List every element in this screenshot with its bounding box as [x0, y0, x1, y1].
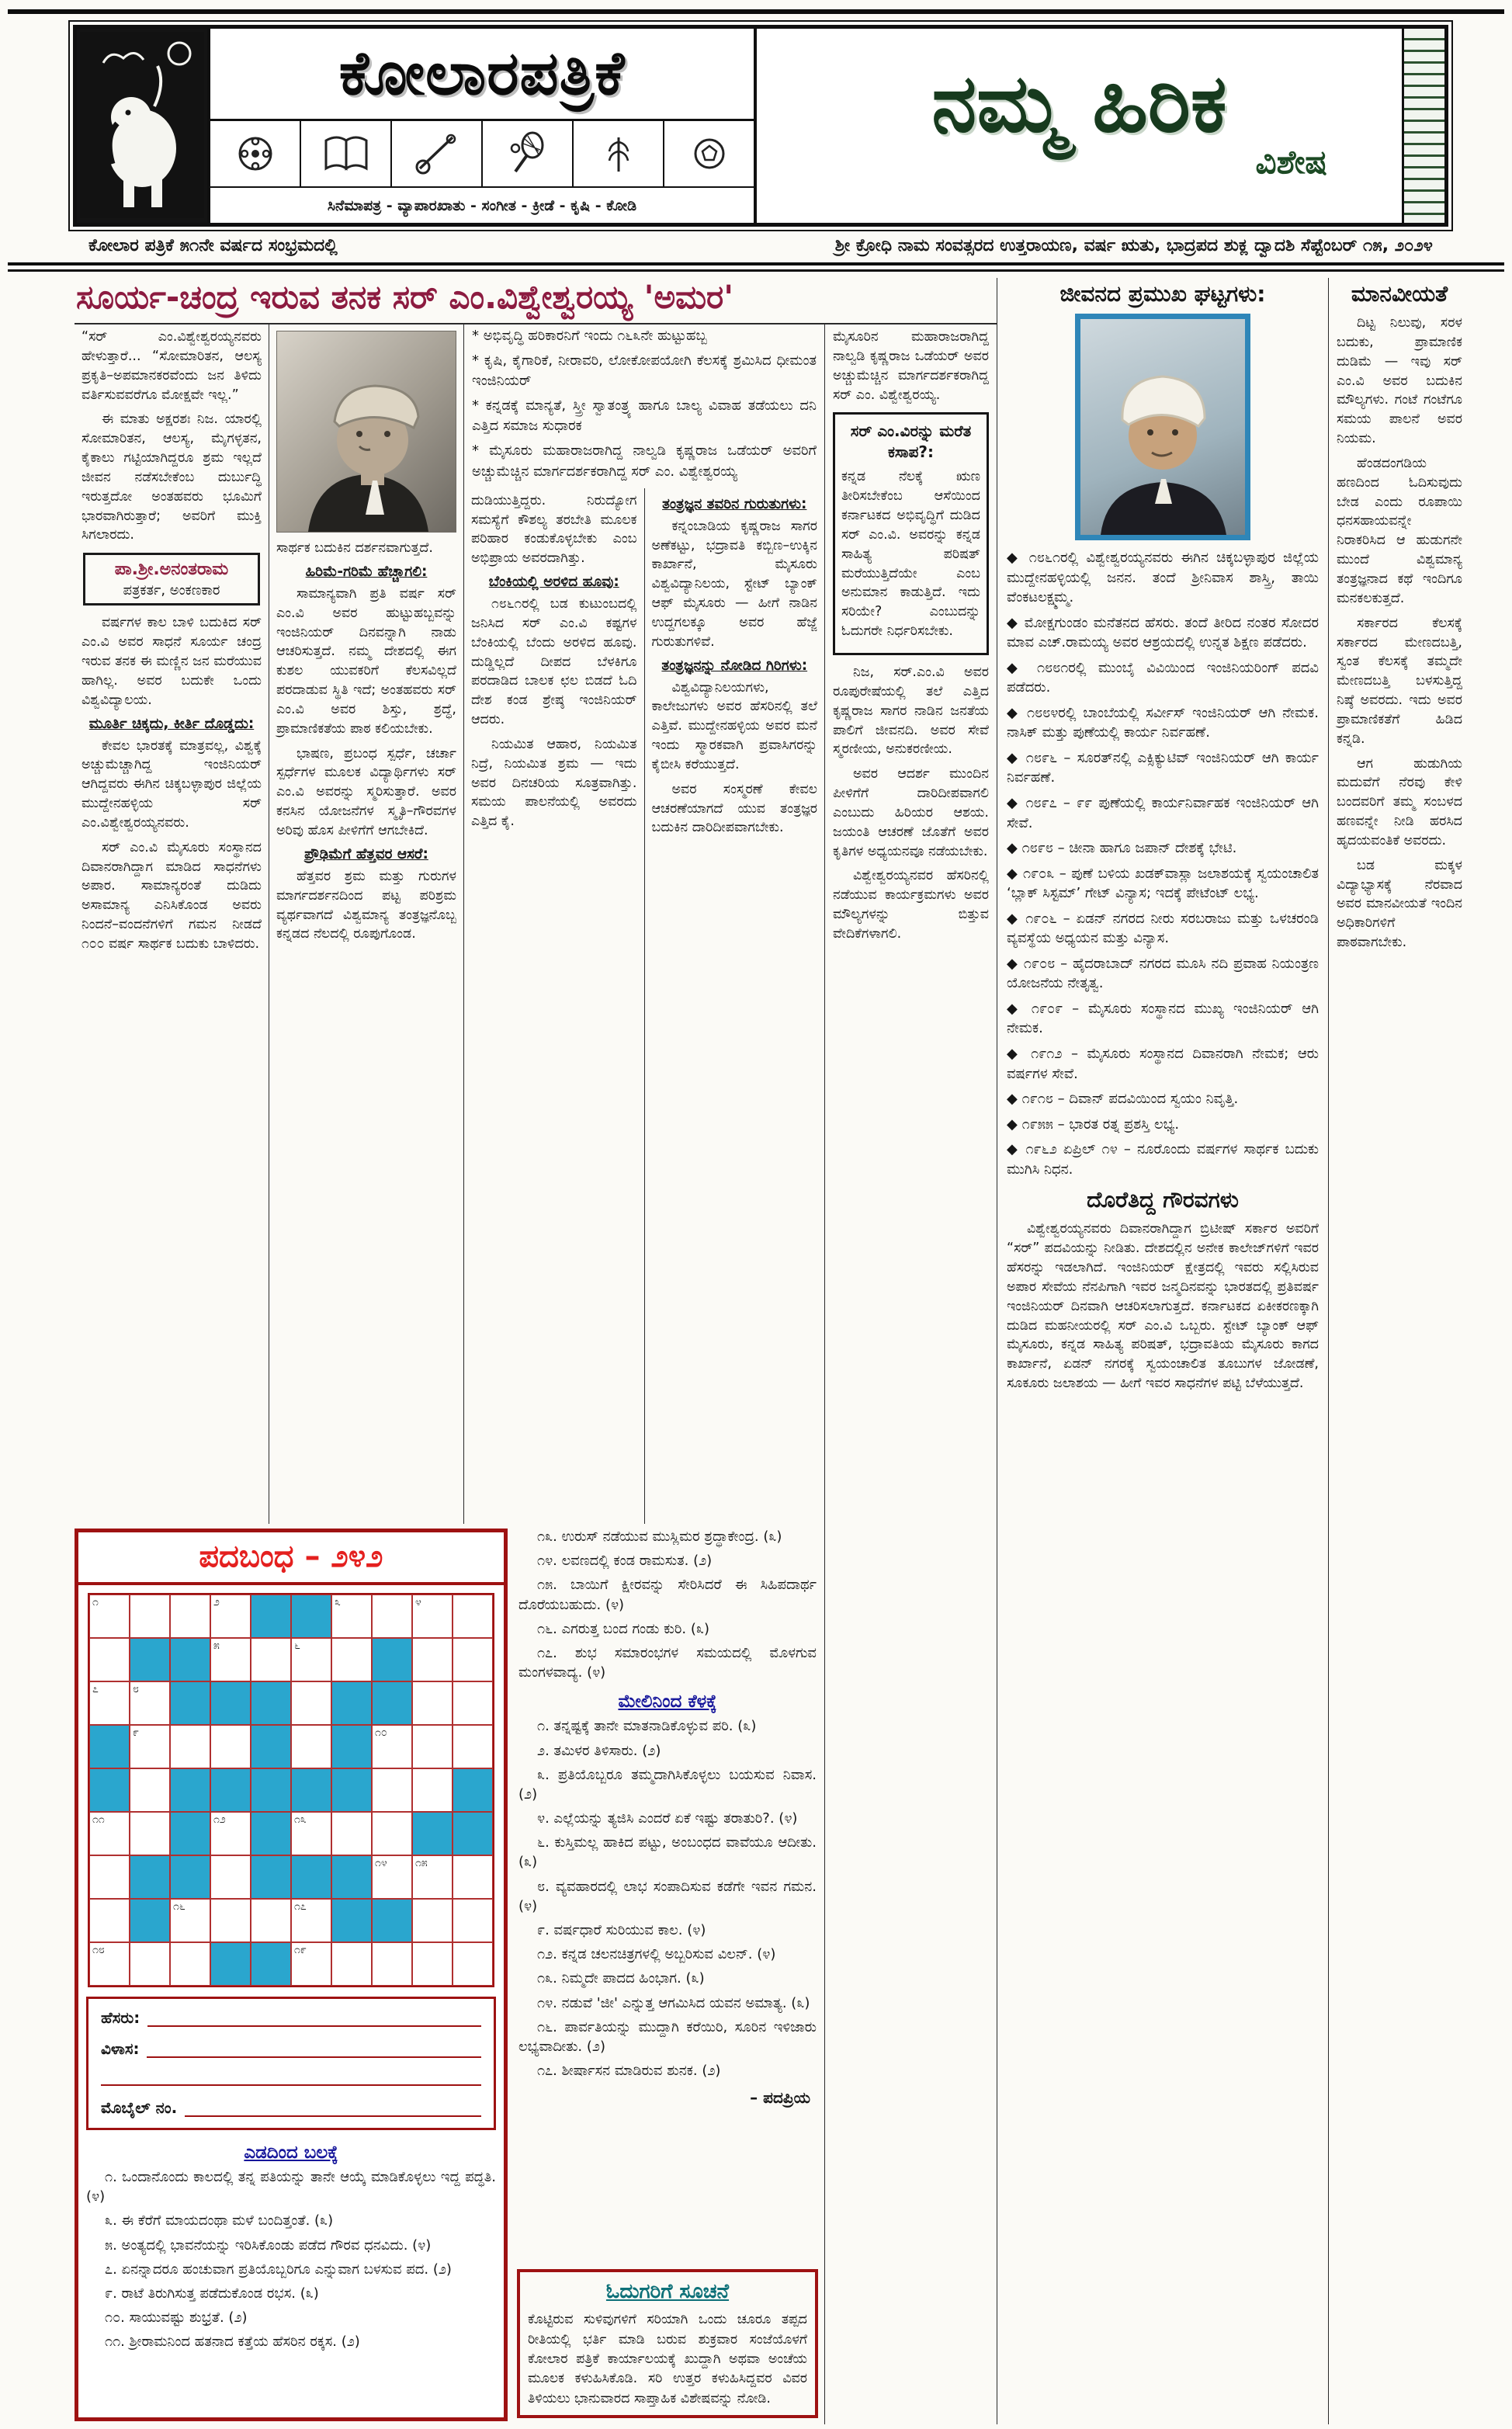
paragraph: ಅವರ ಸಂಸ್ಮರಣೆ ಕೇವಲ ಆಚರಣೆಯಾಗದೆ ಯುವ ತಂತ್ರಜ್ಞರ ಬದುಕಿನ ದಾರಿದೀಪವಾಗಬೇಕು.: [651, 781, 817, 836]
crossword-cell-number: ೫: [213, 1640, 220, 1652]
crossword-cell[interactable]: [130, 1855, 170, 1899]
masthead-ornament-strip: [1402, 29, 1444, 223]
crossword-cell[interactable]: [453, 1725, 493, 1768]
across-clues: [78, 2167, 504, 2357]
crossword-cell[interactable]: [210, 1899, 251, 1942]
milestone-item: ◆ ೧೯೦೮ – ಹೈದರಾಬಾದ್ ನಗರದ ಮೂಸಿ ನದಿ ಪ್ರವಾಹ ನಿಯಂತ್ರಣ ಯೋಜನೆಯ ನೇತೃತ್ವ.: [1007, 955, 1319, 992]
humanity-column: [1328, 278, 1470, 2424]
crossword-cell[interactable]: [251, 1942, 291, 1986]
clue-item: ೧೩. ಉರುಸ್ ನಡೆಯುವ ಮುಸ್ಲಿಮರ ಶ್ರದ್ಧಾಕೇಂದ್ರ. (೩): [537, 1529, 782, 1545]
crossword-cell[interactable]: [412, 1594, 453, 1638]
article-columns-3-4: [463, 324, 824, 1524]
crossword-cell-number: ೨: [213, 1596, 220, 1608]
clue-item: ೧೬. ಎಗರುತ್ತ ಬಂದ ಗಂಡು ಕುರಿ. (೩): [537, 1620, 709, 1637]
paragraph: ಈ ಮಾತು ಅಕ್ಷರಶಃ ನಿಜ. ಯಾರಲ್ಲಿ ಸೋಮಾರಿತನ, ಆಲಸ್ಯ, ಮೈಗಳ್ಳತನ, ಕೈಕಾಲು ಗಟ್ಟಿಯಾಗಿದ್ದರೂ ಶ್ರಮ ಇಲ್ಲದೆ ಜೀವನ ನಡೆಸಬೇಕೆಂಬ ದುರ್ಬುದ್ಧಿ ಇರುತ್ತದೋ ಅಂತಹವರು ಭೂಮಿಗೆ ಭಾರವಾಗಿರುತ್ತಾರೆ; ಅವರಿಗೆ ಮುಕ್ತಿ ಸಿಗಲಾರದು.: [81, 411, 262, 543]
crossword-cell[interactable]: [210, 1594, 251, 1638]
honors-heading: ದೊರೆತಿದ್ದ ಗೌರವಗಳು: [1087, 1187, 1239, 1213]
crossword-cell[interactable]: [210, 1725, 251, 1768]
paragraph: ದುಡಿಯುತ್ತಿದ್ದರು. ನಿರುದ್ಯೋಗ ಸಮಸ್ಯೆಗೆ ಕೌಶಲ್ಯ ತರಬೇತಿ ಮೂಲಕ ಪರಿಹಾರ ಕಂಡುಕೊಳ್ಳಬೇಕು ಎಂಬ ಅಭಿಪ್ರಾಯ ಅವರದಾಗಿತ್ತು.: [471, 492, 637, 567]
subheading: ತಂತ್ರಜ್ಞನನ್ನು ನೋಡಿದ ಗಿರಿಗಳು:: [661, 657, 808, 674]
crossword-cell[interactable]: [331, 1812, 372, 1855]
crossword-cell[interactable]: [291, 1899, 331, 1942]
crossword-cell[interactable]: [331, 1899, 372, 1942]
crossword-cell-number: ೧೦: [375, 1726, 387, 1739]
wheat-crop-icon: [574, 121, 664, 186]
clue-item: ೧೭. ಶುಭ ಸಮಾರಂಭಗಳ ಸಮಯದಲ್ಲಿ ಮೊಳಗುವ ಮಂಗಳವಾದ್ಯ. (೪): [518, 1644, 817, 1681]
edition-note: ಕೋಲಾರ ಪತ್ರಿಕೆ ೫೧ನೇ ವರ್ಷದ ಸಂಭ್ರಮದಲ್ಲಿ: [88, 235, 338, 255]
article-column-5: [824, 324, 997, 2424]
milestone-item: ◆ ೧೯೫೫ – ಭಾರತ ರತ್ನ ಪ್ರಶಸ್ತಿ ಲಭ್ಯ.: [1007, 1116, 1180, 1133]
crossword-cell[interactable]: [170, 1855, 210, 1899]
paragraph: ನಿಜ, ಸರ್.ಎಂ.ವಿ ಅವರ ರೂಪುರೇಷೆಯಲ್ಲಿ ತಲೆ ಎತ್ತಿದ ಕೃಷ್ಣರಾಜ ಸಾಗರ ನಾಡಿನ ಜನತೆಯ ಪಾಲಿಗೆ ಜೀವನದಿ. ಅವರ ಸೇವೆ ಸ್ಮರಣೀಯ, ಅನುಕರಣೀಯ.: [833, 664, 989, 758]
milestone-item: ◆ ೧೮೯೮ – ಚೀನಾ ಹಾಗೂ ಜಪಾನ್ ದೇಶಕ್ಕೆ ಭೇಟಿ.: [1007, 840, 1237, 857]
turban-portrait-illustration: [1080, 319, 1245, 535]
clue-item: ೧೪. ಲವಣದಲ್ಲಿ ಕಂಡ ರಾಮಸುತ. (೨): [537, 1553, 713, 1570]
mobile-input-line[interactable]: [185, 2101, 481, 2117]
paragraph: ಅವರ ಆದರ್ಶ ಮುಂದಿನ ಪೀಳಿಗೆಗೆ ದಾರಿದೀಪವಾಗಲಿ ಎಂಬುದು ಹಿರಿಯರ ಆಶಯ. ಜಯಂತಿ ಆಚರಣೆ ಜೊತೆಗೆ ಅವರ ಕೃತಿಗಳ ಅಧ್ಯಯನವೂ ನಡೆಯಬೇಕು.: [833, 766, 989, 859]
crossword-cell[interactable]: [291, 1942, 331, 1986]
paragraph: ಮೈಸೂರಿನ ಮಹಾರಾಜರಾಗಿದ್ದ ನಾಲ್ವಡಿ ಕೃಷ್ಣರಾಜ ಒಡೆಯರ್ ಅವರ ಅಚ್ಚುಮೆಚ್ಚಿನ ಮಾರ್ಗದರ್ಶಕರಾಗಿದ್ದ ಸರ್ ಎಂ. ವಿಶ್ವೇಶ್ವರಯ್ಯ.: [833, 329, 989, 403]
crossword-cell-number: ೧೬: [173, 1900, 186, 1913]
clue-item: ೬. ಕುಸ್ತಿಮಲ್ಲ ಹಾಕಿದ ಪಟ್ಟು, ಅಂಬಂಧದ ವಾವೆಯೂ ಆದೀತು. (೩): [518, 1834, 817, 1871]
crossword-cell[interactable]: [453, 1594, 493, 1638]
highlight-bullet: * ಮೈಸೂರು ಮಹಾರಾಜರಾಗಿದ್ದ ನಾಲ್ವಡಿ ಕೃಷ್ಣರಾಜ ಒಡೆಯರ್ ಅವರಿಗೆ ಅಚ್ಚುಮೆಚ್ಚಿನ ಮಾರ್ಗದರ್ಶಕರಾಗಿದ್ದ ಸರ್ ಎಂ. ವಿಶ್ವೇಶ್ವರಯ್ಯ: [472, 442, 817, 480]
subheading: ಪ್ರೌಢಿಮೆಗೆ ಹೆತ್ತವರ ಆಸರೆ:: [304, 845, 428, 862]
crossword-cell[interactable]: [372, 1681, 412, 1725]
crossword-cell[interactable]: [372, 1725, 412, 1768]
crossword-cell[interactable]: [89, 1855, 130, 1899]
kasapa-box: [833, 412, 989, 655]
entry-form: [86, 1997, 496, 2130]
clue-item: ೧. ತನ್ನಷ್ಟಕ್ಕೆ ತಾನೇ ಮಾತನಾಡಿಕೊಳ್ಳುವ ಪರಿ. (೩): [537, 1718, 757, 1735]
milestone-item: ◆ ೧೯೦೬ – ಏಡನ್ ನಗರದ ನೀರು ಸರಬರಾಜು ಮತ್ತು ಒಳಚರಂಡಿ ವ್ಯವಸ್ಥೆಯ ಅಧ್ಯಯನ ಮತ್ತು ವಿನ್ಯಾಸ.: [1007, 910, 1319, 947]
milestones-column: [997, 278, 1328, 2424]
paragraph: ಹೆಂಡದಂಗಡಿಯ ಹಣದಿಂದ ಓದಿಸುವುದು ಬೇಡ ಎಂದು ರೂಪಾಯಿ ಧನಸಹಾಯವನ್ನೇ ನಿರಾಕರಿಸಿದ ಆ ಹುಡುಗನೇ ಮುಂದೆ ವಿಶ್ವಮಾನ್ಯ ತಂತ್ರಜ್ಞನಾದ ಕಥೆ ಇಂದಿಗೂ ಮನಕಲಕುತ್ತದೆ.: [1337, 455, 1462, 606]
humanity-body: [1337, 314, 1462, 953]
across-clues-continued: [517, 1527, 818, 1687]
clue-item: ೩. ಈ ಕೆರೆಗೆ ಮಾಯದಂಥಾ ಮಳೆ ಬಂದಿತ್ತಂತೆ. (೩): [105, 2212, 334, 2229]
crossword-cell[interactable]: [251, 1594, 291, 1638]
highlight-bullet: * ಕೃಷಿ, ಕೈಗಾರಿಕೆ, ನೀರಾವರಿ, ಲೋಕೋಪಯೋಗಿ ಕೆಲಸಕ್ಕೆ ಶ್ರಮಿಸಿದ ಧೀಮಂತ ಇಂಜಿನಿಯರ್: [472, 352, 817, 390]
crossword-cell[interactable]: [130, 1899, 170, 1942]
crossword-cell[interactable]: [412, 1855, 453, 1899]
crossword-cell-number: ೭: [92, 1683, 99, 1695]
crossword-cell[interactable]: [412, 1899, 453, 1942]
crossword-cell[interactable]: [251, 1725, 291, 1768]
paragraph: ಕೇವಲ ಭಾರತಕ್ಕೆ ಮಾತ್ರವಲ್ಲ, ವಿಶ್ವಕ್ಕೆ ಅಚ್ಚುಮೆಚ್ಚಾಗಿದ್ದ ಇಂಜಿನಿಯರ್ ಆಗಿದ್ದವರು ಈಗಿನ ಚಿಕ್ಕಬಳ್ಳಾಪುರ ಜಿಲ್ಲೆಯ ಮುದ್ದೇನಹಳ್ಳಿಯ ಸರ್ ಎಂ.ವಿಶ್ವೇಶ್ವರಯ್ಯನವರು.: [81, 737, 262, 831]
crossword-cell-number: ೮: [133, 1683, 139, 1695]
milestone-item: ◆ ಮೋಕ್ಷಗುಂಡಂ ಮನೆತನದ ಹೆಸರು. ತಂದೆ ತೀರಿದ ನಂತರ ಸೋದರ ಮಾವ ಎಚ್.ರಾಮಯ್ಯ ಅವರ ಆಶ್ರಯದಲ್ಲಿ ಉನ್ನತ ಶಿಕ್ಷಣ ಪಡೆದರು.: [1007, 614, 1319, 651]
paragraph: ಸಾರ್ಥಕ ಬದುಕಿನ ದರ್ಶನವಾಗುತ್ತದೆ.: [276, 540, 433, 556]
paragraph: ಸಾಮಾನ್ಯವಾಗಿ ಪ್ರತಿ ವರ್ಷ ಸರ್ ಎಂ.ವಿ ಅವರ ಹುಟ್ಟುಹಬ್ಬವನ್ನು ಇಂಜಿನಿಯರ್ ದಿನವನ್ನಾಗಿ ನಾಡು ಆಚರಿಸುತ್ತದೆ. ನಮ್ಮ ದೇಶದಲ್ಲಿ ಈಗ ಕುಶಲ ಯುವಕರಿಗೆ ಕೆಲಸವಿಲ್ಲದೆ ಪರದಾಡುವ ಸ್ಥಿತಿ ಇದೆ; ಅಂತಹವರು ಸರ್ ಎಂ.ವಿ ಅವರ ಶಿಸ್ತು, ಶ್ರದ್ಧೆ, ಪ್ರಾಮಾಣಿಕತೆಯ ಪಾಠ ಕಲಿಯಬೇಕು.: [276, 585, 456, 737]
crossword-cell[interactable]: [251, 1681, 291, 1725]
page-content: [75, 278, 1470, 2424]
crossword-cell[interactable]: [453, 1855, 493, 1899]
crossword-cell[interactable]: [130, 1594, 170, 1638]
crossword-cell[interactable]: [372, 1899, 412, 1942]
puzzle-setter-signature: – ಪದಪ್ರಿಯ: [750, 2088, 810, 2108]
notice-heading: ಓದುಗರಿಗೆ ಸೂಚನೆ: [605, 2280, 730, 2304]
clues-column: [511, 1524, 824, 2424]
clue-item: ೯. ರಾಟೆ ತಿರುಗಿಸುತ್ತ ಪಡೆದುಕೊಂಡ ರಭಸ. (೩): [105, 2285, 319, 2302]
puzzle-section: [75, 1524, 824, 2424]
kasapa-box-body: ಕನ್ನಡ ನೆಲಕ್ಕೆ ಋಣ ತೀರಿಸಬೇಕೆಂಬ ಆಸೆಯಿಂದ ಕರ್ನಾಟಕದ ಅಭಿವೃದ್ಧಿಗೆ ದುಡಿದ ಸರ್ ಎಂ.ವಿ. ಅವರನ್ನು ಕನ್ನಡ ಸಾಹಿತ್ಯ ಪರಿಷತ್ ಮರೆಯುತ್ತಿದೆಯೇ ಎಂಬ ಅನುಮಾನ ಕಾಡುತ್ತಿದೆ. ಇದು ಸರಿಯೇ? ಎಂಬುದನ್ನು ಓದುಗರೇ ನಿರ್ಧರಿಸಬೇಕು.: [841, 469, 980, 640]
crossword-cell[interactable]: [170, 1638, 210, 1681]
crossword-cell-number: ೧೭: [294, 1900, 307, 1913]
paragraph: ಸರ್ಕಾರದ ಕೆಲಸಕ್ಕೆ ಸರ್ಕಾರದ ಮೇಣದಬತ್ತಿ, ಸ್ವಂತ ಕೆಲಸಕ್ಕೆ ತಮ್ಮದೇ ಮೇಣದಬತ್ತಿ ಬಳಸುತ್ತಿದ್ದ ನಿಷ್ಠೆ ಅವರದು. ಇದು ಅವರ ಪ್ರಾಮಾಣಿಕತೆಗೆ ಹಿಡಿದ ಕನ್ನಡಿ.: [1337, 615, 1462, 747]
crossword-cell[interactable]: [453, 1899, 493, 1942]
tennis-racket-icon: [483, 121, 574, 186]
crossword-cell[interactable]: [210, 1638, 251, 1681]
crossword-cell-number: ೯: [133, 1726, 139, 1739]
crossword-cell[interactable]: [331, 1768, 372, 1812]
crossword-cell[interactable]: [412, 1725, 453, 1768]
address-input-line-2[interactable]: [101, 2070, 481, 2086]
clue-item: ೨. ತಮಿಳರ ತಿಳಿಸಾರು. (೨): [537, 1742, 661, 1759]
paragraph: ವರ್ಷಗಳ ಕಾಲ ಬಾಳಿ ಬದುಕಿದ ಸರ್ ಎಂ.ವಿ ಅವರ ಸಾಧನೆ ಸೂರ್ಯ ಚಂದ್ರ ಇರುವ ತನಕ ಈ ಮಣ್ಣಿನ ಜನ ಮರೆಯುವ ಹಾಗಿಲ್ಲ. ಅವರ ಬದುಕೇ ಒಂದು ವಿಶ್ವವಿದ್ಯಾಲಯ.: [81, 615, 262, 708]
crossword-cell[interactable]: [170, 1594, 210, 1638]
crossword-cell[interactable]: [210, 1768, 251, 1812]
crossword-cell-number: ೧೧: [92, 1813, 105, 1826]
address-input-line[interactable]: [147, 2042, 481, 2058]
clue-item: ೮. ವ್ಯವಹಾರದಲ್ಲಿ ಲಾಭ ಸಂಪಾದಿಸುವ ಕಡೆಗೇ ಇವನ ಗಮನ. (೪): [518, 1878, 817, 1914]
lead-quote: “ಸರ್ ಎಂ.ವಿಶ್ವೇಶ್ವರಯ್ಯನವರು ಹೇಳುತ್ತಾರೆ... “ಸೋಮಾರಿತನ, ಆಲಸ್ಯ ಪ್ರಕೃತಿ–ಅಪಮಾನಕರವೆಂದು ಜನ ತಿಳಿದು ವರ್ತಿಸುವವರೆಗೂ ಮೋಕ್ಷವೇ ಇಲ್ಲ.”: [81, 329, 262, 403]
crossword-cell[interactable]: [251, 1638, 291, 1681]
crossword-cell[interactable]: [291, 1681, 331, 1725]
crossword-cell[interactable]: [372, 1768, 412, 1812]
clue-item: ೧೧. ಶ್ರೀರಾಮನಿಂದ ಹತನಾದ ಕತ್ತೆಯ ಹೆಸರಿನ ರಕ್ಕಸ. (೨): [105, 2334, 360, 2351]
highlight-bullets: [464, 324, 824, 488]
highlight-bullet: * ಅಭಿವೃದ್ಧಿ ಹರಿಕಾರನಿಗೆ ಇಂದು ೧೬೩ನೇ ಹುಟ್ಟುಹಬ್ಬ: [472, 328, 707, 344]
milestone-item: ◆ ೧೮೬೧ರಲ್ಲಿ ವಿಶ್ವೇಶ್ವರಯ್ಯನವರು ಈಗಿನ ಚಿಕ್ಕಬಳ್ಳಾಪುರ ಜಿಲ್ಲೆಯ ಮುದ್ದೇನಹಳ್ಳಿಯಲ್ಲಿ ಜನನ. ತಂದೆ ಶ್ರೀನಿವಾಸ ಶಾಸ್ತ್ರಿ, ತಾಯಿ ವೆಂಕಟಲಕ್ಷ್ಮಮ್ಮ.: [1007, 550, 1319, 606]
crossword-cell[interactable]: [372, 1942, 412, 1986]
milestone-item: ◆ ೧೯೧೮ – ದಿವಾನ್ ಪದವಿಯಿಂದ ಸ್ವಯಂ ನಿವೃತ್ತಿ.: [1007, 1091, 1239, 1108]
paragraph: ನಿಯಮಿತ ಆಹಾರ, ನಿಯಮಿತ ನಿದ್ರೆ, ನಿಯಮಿತ ಶ್ರಮ — ಇದು ಅವರ ದಿನಚರಿಯ ಸೂತ್ರವಾಗಿತ್ತು. ಸಮಯ ಪಾಲನೆಯಲ್ಲಿ ಅವರದು ಎತ್ತಿದ ಕೈ.: [471, 736, 637, 830]
paragraph: ವಿಶ್ವೇಶ್ವರಯ್ಯನವರ ಹೆಸರಿನಲ್ಲಿ ನಡೆಯುವ ಕಾರ್ಯಕ್ರಮಗಳು ಅವರ ಮೌಲ್ಯಗಳನ್ನು ಬಿತ್ತುವ ವೇದಿಕೆಗಳಾಗಲಿ.: [833, 868, 989, 942]
portrait-illustration: [277, 331, 456, 532]
crossword-cell[interactable]: [291, 1812, 331, 1855]
author-name: ಪಾ.ಶ್ರೀ.ಅನಂತರಾಮ: [114, 560, 229, 580]
crossword-cell[interactable]: [89, 1638, 130, 1681]
crossword-cell-number: ೧: [92, 1596, 99, 1608]
clue-item: ೧೬. ಪಾರ್ವತಿಯನ್ನು ಮುದ್ದಾಗಿ ಕರೆಯಿರಿ, ಸೂರಿನ ಇಳಿಜಾರು ಲಭ್ಯವಾದೀತು. (೨): [518, 2018, 817, 2055]
crossword-cell[interactable]: [331, 1594, 372, 1638]
paragraph: ಆಗ ಹುಡುಗಿಯ ಮದುವೆಗೆ ನೆರವು ಕೇಳಿ ಬಂದವರಿಗೆ ತಮ್ಮ ಸಂಬಳದ ಹಣವನ್ನೇ ನೀಡಿ ಹರಸಿದ ಹೃದಯವಂತಿಕೆ ಅವರದು.: [1337, 755, 1462, 848]
film-reel-icon: [210, 121, 301, 186]
main-article: [75, 278, 997, 2424]
paragraph: ಹೆತ್ತವರ ಶ್ರಮ ಮತ್ತು ಗುರುಗಳ ಮಾರ್ಗದರ್ಶನದಿಂದ ಪಟ್ಟ ಪರಿಶ್ರಮ ವ್ಯರ್ಥವಾಗದೆ ವಿಶ್ವಮಾನ್ಯ ತಂತ್ರಜ್ಞನೊಬ್ಬ ಕನ್ನಡದ ನೆಲದಲ್ಲಿ ರೂಪುಗೊಂಡ.: [276, 868, 456, 942]
subheading: ಬೆಂಕಿಯಲ್ಲಿ ಅರಳಿದ ಹೂವು:: [488, 574, 619, 591]
crossword-cell[interactable]: [170, 1725, 210, 1768]
masthead-center: [210, 29, 757, 223]
author-role: ಪತ್ರಕರ್ತ, ಅಂಕಣಕಾರ: [123, 582, 220, 599]
crossword-cell-number: ೧೯: [294, 1944, 307, 1956]
crossword-cell[interactable]: [372, 1594, 412, 1638]
crossword-cell[interactable]: [251, 1768, 291, 1812]
crossword-cell[interactable]: [251, 1899, 291, 1942]
masthead-special: [757, 29, 1402, 223]
crossword-cell[interactable]: [170, 1681, 210, 1725]
clue-item: ೧೭. ಶೀರ್ಷಾಸನ ಮಾಡಿರುವ ಶುನಕ. (೨): [537, 2063, 721, 2080]
crossword-cell[interactable]: [210, 1942, 251, 1986]
masthead: [73, 25, 1448, 227]
milestone-item: ◆ ೧೯೦೩ – ಪುಣೆ ಬಳಿಯ ಖಡಕ್‌ವಾಸ್ಲಾ ಜಲಾಶಯಕ್ಕೆ ಸ್ವಯಂಚಾಲಿತ ‘ಬ್ಲಾಕ್ ಸಿಸ್ಟಮ್’ ಗೇಟ್ ವಿನ್ಯಾಸ; ಇದಕ್ಕೆ ಪೇಟೆಂಟ್ ಲಭ್ಯ.: [1007, 865, 1319, 902]
crossword-grid: [88, 1593, 494, 1987]
author-box: [83, 553, 260, 606]
paragraph: ಬಡ ಮಕ್ಕಳ ವಿದ್ಯಾಭ್ಯಾಸಕ್ಕೆ ನೆರವಾದ ಅವರ ಮಾನವೀಯತೆ ಇಂದಿನ ಅಧಿಕಾರಿಗಳಿಗೆ ಪಾಠವಾಗಬೇಕು.: [1337, 857, 1462, 951]
name-input-line[interactable]: [147, 2011, 481, 2027]
crossword-cell-number: ೧೫: [415, 1857, 428, 1869]
crossword-cell[interactable]: [412, 1942, 453, 1986]
crossword-cell-number: ೬: [294, 1640, 300, 1652]
address-label: ವಿಳಾಸ:: [101, 2039, 140, 2058]
crossword-cell[interactable]: [331, 1725, 372, 1768]
subheading: ಹಿರಿಮೆ-ಗರಿಮೆ ಹೆಚ್ಚಾಗಲಿ:: [305, 563, 428, 580]
crossword-cell[interactable]: [453, 1681, 493, 1725]
crossword-cell[interactable]: [130, 1681, 170, 1725]
crossword-cell[interactable]: [291, 1594, 331, 1638]
crossword-cell[interactable]: [453, 1812, 493, 1855]
date-row: [73, 231, 1448, 259]
crossword-cell-number: ೧೪: [375, 1857, 387, 1869]
crossword-cell[interactable]: [331, 1681, 372, 1725]
milestone-item: ◆ ೧೮೯೬ – ಸೂರತ್‌ನಲ್ಲಿ ಎಕ್ಸಿಕ್ಯುಟಿವ್ ಇಂಜಿನಿಯರ್ ಆಗಿ ಕಾರ್ಯ ನಿರ್ವಹಣೆ.: [1007, 749, 1319, 786]
address-extra-row: [101, 2070, 481, 2086]
crossword-cell[interactable]: [331, 1638, 372, 1681]
down-heading: ಮೇಲಿನಿಂದ ಕೆಳಕ್ಕೆ: [618, 1692, 717, 1712]
crossword-cell[interactable]: [210, 1812, 251, 1855]
crossword-cell[interactable]: [331, 1942, 372, 1986]
highlight-bullet: * ಕನ್ನಡಕ್ಕೆ ಮಾನ್ಯತೆ, ಸ್ತ್ರೀ ಸ್ವಾತಂತ್ರ್ಯ ಹಾಗೂ ಬಾಲ್ಯ ವಿವಾಹ ತಡೆಯಲು ದನಿ ಎತ್ತಿದ ಸಮಾಜ ಸುಧಾರಕ: [472, 397, 817, 435]
mobile-field-row: [101, 2098, 481, 2117]
clue-item: ೫. ಅಂತ್ಯದಲ್ಲಿ ಭಾವನೆಯನ್ನು ಇರಿಸಿಕೊಂಡು ಪಡೆದ ಗೌರವ ಧನವಿದು. (೪): [105, 2236, 432, 2254]
date-line: ಶ್ರೀ ಕ್ರೋಧಿ ನಾಮ ಸಂವತ್ಸರದ ಉತ್ತರಾಯಣ, ವರ್ಷ ಋತು, ಭಾದ್ರಪದ ಶುಕ್ಲ ದ್ವಾದಶಿ ಸೆಪ್ಟೆಂಬರ್ ೧೫, ೨೦೨೪: [834, 235, 1433, 255]
milestone-item: ◆ ೧೮೮೧ರಲ್ಲಿ ಮುಂಬೈ ವಿವಿಯಿಂದ ಇಂಜಿನಿಯರಿಂಗ್ ಪದವಿ ಪಡೆದರು.: [1007, 659, 1319, 696]
masthead-elephant-art: [77, 29, 210, 223]
special-title: ನಮ್ಮ ಹಿರಿಕ: [931, 55, 1227, 151]
article-column-1: [75, 324, 269, 1524]
honors-body: ವಿಶ್ವೇಶ್ವರಯ್ಯನವರು ದಿವಾನರಾಗಿದ್ದಾಗ ಬ್ರಿಟೀಷ್ ಸರ್ಕಾರ ಅವರಿಗೆ “ಸರ್” ಪದವಿಯನ್ನು ನೀಡಿತು. ದೇಶದಲ್ಲಿನ ಅನೇಕ ಕಾಲೇಜ್‌ಗಳಿಗೆ ಇವರ ಹೆಸರನ್ನು ಇಡಲಾಗಿದೆ. ಇಂಜಿನಿಯರ್ ಕ್ಷೇತ್ರದಲ್ಲಿ ಇವರು ಸಲ್ಲಿಸಿರುವ ಅಪಾರ ಸೇವೆಯ ನೆನಪಿಗಾಗಿ ಇವರ ಜನ್ಮದಿನವನ್ನು ಭಾರತದಲ್ಲಿ ಪ್ರತಿವರ್ಷ ಇಂಜಿನಿಯರ್ ದಿನವಾಗಿ ಆಚರಿಸಲಾಗುತ್ತದೆ. ಕರ್ನಾಟಕದ ಏಕೀಕರಣಕ್ಕಾಗಿ ದುಡಿದ ಮಹನೀಯರಲ್ಲಿ ಸರ್ ಎಂ.ವಿ ಒಬ್ಬರು. ಸ್ಟೇಟ್ ಬ್ಯಾಂಕ್ ಆಫ್ ಮೈಸೂರು, ಕನ್ನಡ ಸಾಹಿತ್ಯ ಪರಿಷತ್, ಭದ್ರಾವತಿಯ ಮೈಸೂರು ಕಾಗದ ಕಾರ್ಖಾನೆ, ಏಡನ್ ನಗರಕ್ಕೆ ಸ್ವಯಂಚಾಲಿತ ತೂಬುಗಳ ಜೋಡಣೆ, ಸೂಕೂರು ಜಲಾಶಯ — ಹೀಗೆ ಇವರ ಸಾಧನೆಗಳ ಪಟ್ಟಿ ಬೆಳೆಯುತ್ತದೆ.: [1007, 1221, 1319, 1392]
masthead-tagline: ಸಿನೆಮಾಪತ್ರ - ವ್ಯಾಪಾರಖಾತು - ಸಂಗೀತ - ಕ್ರೀಡೆ - ಕೃಷಿ - ಕೋಡಿ: [327, 196, 637, 214]
mv-portrait-photo: [276, 331, 456, 533]
crossword-cell[interactable]: [251, 1812, 291, 1855]
down-clues: [517, 1716, 818, 2085]
paragraph: ಕನ್ನಂಬಾಡಿಯ ಕೃಷ್ಣರಾಜ ಸಾಗರ ಅಣೆಕಟ್ಟು, ಭದ್ರಾವತಿ ಕಬ್ಬಿಣ–ಉಕ್ಕಿನ ಕಾರ್ಖಾನೆ, ಮೈಸೂರು ವಿಶ್ವವಿದ್ಯಾನಿಲಯ, ಸ್ಟೇಟ್ ಬ್ಯಾಂಕ್ ಆಫ್ ಮೈಸೂರು — ಹೀಗೆ ನಾಡಿನ ಉದ್ದಗಲಕ್ಕೂ ಅವರ ಹೆಜ್ಜೆ ಗುರುತುಗಳಿವೆ.: [651, 518, 817, 650]
page-top-rule: [8, 9, 1504, 14]
crossword-cell-number: ೪: [415, 1596, 421, 1608]
crossword-cell[interactable]: [453, 1638, 493, 1681]
crossword-cell[interactable]: [251, 1855, 291, 1899]
clue-item: ೧೫. ಬಾಯಿಗೆ ಕ್ಷೀರವನ್ನು ಸೇರಿಸಿದರೆ ಈ ಸಿಹಿಪದಾರ್ಥ ದೊರೆಯಬಹುದು. (೪): [518, 1577, 817, 1613]
clue-item: ೧೦. ಸಾಯುವಷ್ಟು ಶುಭ್ರತೆ. (೨): [105, 2309, 248, 2327]
across-heading: ಎಡದಿಂದ ಬಲಕ್ಕೆ: [244, 2143, 338, 2163]
paragraph: ದಿಟ್ಟ ನಿಲುವು, ಸರಳ ಬದುಕು, ಪ್ರಾಮಾಣಿಕ ದುಡಿಮೆ — ಇವು ಸರ್ ಎಂ.ವಿ ಅವರ ಬದುಕಿನ ಮೌಲ್ಯಗಳು. ಗಂಟೆ ಗಂಟೆಗೂ ಸಮಯ ಪಾಲನೆ ಅವರ ನಿಯಮ.: [1337, 315, 1462, 447]
readers-notice-box: [517, 2269, 818, 2418]
crossword-cell-number: ೧೩: [294, 1813, 307, 1826]
crossword-cell[interactable]: [372, 1812, 412, 1855]
paragraph: ವಿಶ್ವವಿದ್ಯಾನಿಲಯಗಳು, ಕಾಲೇಜುಗಳು ಅವರ ಹೆಸರಿನಲ್ಲಿ ತಲೆ ಎತ್ತಿವೆ. ಮುದ್ದೇನಹಳ್ಳಿಯ ಅವರ ಮನೆ ಇಂದು ಸ್ಮಾರಕವಾಗಿ ಪ್ರವಾಸಿಗರನ್ನು ಕೈಬೀಸಿ ಕರೆಯುತ್ತದೆ.: [651, 679, 817, 772]
subheading: ತಂತ್ರಜ್ಞನ ತವರಿನ ಗುರುತುಗಳು:: [662, 495, 807, 512]
crossword-cell[interactable]: [412, 1812, 453, 1855]
crossword-cell[interactable]: [210, 1681, 251, 1725]
date-rule: [8, 262, 1504, 272]
crossword-cell[interactable]: [89, 1594, 130, 1638]
elephant-icon: [80, 32, 204, 218]
crossword-cell[interactable]: [331, 1855, 372, 1899]
notice-body: ಕೊಟ್ಟಿರುವ ಸುಳಿವುಗಳಿಗೆ ಸರಿಯಾಗಿ ಒಂದು ಚೂರೂ ತಪ್ಪದ ರೀತಿಯಲ್ಲಿ ಭರ್ತಿ ಮಾಡಿ ಬರುವ ಶುಕ್ರವಾರ ಸಂಜೆಯೊಳಗೆ ಕೋಲಾರ ಪತ್ರಿಕೆ ಕಾರ್ಯಾಲಯಕ್ಕೆ ಖುದ್ದಾಗಿ ಅಥವಾ ಅಂಚೆಯ ಮೂಲಕ ಕಳುಹಿಸಿಕೊಡಿ. ಸರಿ ಉತ್ತರ ಕಳುಹಿಸಿದ್ದವರ ವಿವರ ತಿಳಿಯಲು ಭಾನುವಾರದ ಸಾಪ್ತಾಹಿಕ ವಿಶೇಷವನ್ನು ನೋಡಿ.: [528, 2312, 807, 2406]
crossword-cell[interactable]: [210, 1855, 251, 1899]
mobile-label: ಮೊಬೈಲ್ ನಂ.: [101, 2098, 178, 2117]
crossword-cell-number: ೧೮: [92, 1944, 105, 1956]
crossword-cell-number: ೧೨: [213, 1813, 226, 1826]
crossword-cell[interactable]: [291, 1768, 331, 1812]
crossword-cell[interactable]: [89, 1942, 130, 1986]
crossword-title: ಪದಬಂಧ – ೨೪೨: [78, 1532, 504, 1585]
crossword-cell[interactable]: [170, 1812, 210, 1855]
crossword-cell[interactable]: [291, 1725, 331, 1768]
crossword-cell[interactable]: [412, 1638, 453, 1681]
clue-item: ೭. ಏನನ್ನಾದರೂ ಹಂಚುವಾಗ ಪ್ರತಿಯೊಬ್ಬರಿಗೂ ಎನ್ನುವಾಗ ಬಳಸುವ ಪದ. (೨): [105, 2261, 452, 2278]
crossword-cell[interactable]: [89, 1768, 130, 1812]
name-field-row: [101, 2008, 481, 2027]
special-subtitle: ವಿಶೇಷ: [1255, 143, 1327, 182]
crossword-cell[interactable]: [372, 1638, 412, 1681]
milestone-item: ◆ ೧೮೯೭ – ೯೯ ಪುಣೆಯಲ್ಲಿ ಕಾರ್ಯನಿರ್ವಾಹಕ ಇಂಜಿನಿಯರ್ ಆಗಿ ಸೇವೆ.: [1007, 795, 1319, 831]
music-veena-icon: [392, 121, 483, 186]
crossword-cell-number: ೩: [335, 1596, 341, 1608]
crossword-cell[interactable]: [89, 1899, 130, 1942]
kasapa-box-title: ಸರ್ ಎಂ.ವಿರನ್ನು ಮರೆತ ಕಸಾಪ?:: [850, 422, 972, 462]
clue-item: ೧. ಒಂದಾನೊಂದು ಕಾಲದಲ್ಲಿ ತನ್ನ ಪತಿಯನ್ನು ತಾನೇ ಆಯ್ಕೆ ಮಾಡಿಕೊಳ್ಳಲು ಇದ್ದ ಪದ್ಧತಿ. (೪): [86, 2169, 496, 2205]
crossword-cell[interactable]: [291, 1855, 331, 1899]
crossword-cell[interactable]: [130, 1768, 170, 1812]
article-column-3: [464, 488, 644, 1524]
clue-item: ೧೨. ಕನ್ನಡ ಚಲನಚಿತ್ರಗಳಲ್ಲಿ ಅಬ್ಬರಿಸುವ ವಿಲನ್. (೪): [537, 1946, 776, 1963]
milestone-item: ◆ ೧೯೧೨ – ಮೈಸೂರು ಸಂಸ್ಥಾನದ ದಿವಾನರಾಗಿ ನೇಮಕ; ಆರು ವರ್ಷಗಳ ಸೇವೆ.: [1007, 1046, 1319, 1082]
humanity-heading: ಮಾನವೀಯತೆ: [1351, 281, 1448, 307]
crossword-cell[interactable]: [130, 1725, 170, 1768]
crossword-cell[interactable]: [89, 1725, 130, 1768]
name-label: ಹೆಸರು:: [101, 2008, 140, 2027]
masthead-art-band: [210, 119, 754, 188]
article-column-4: [644, 488, 825, 1524]
crossword-cell[interactable]: [170, 1942, 210, 1986]
crossword-cell[interactable]: [412, 1681, 453, 1725]
crossword-cell[interactable]: [453, 1942, 493, 1986]
clue-item: ೪. ಎಲ್ಲೆಯನ್ನು ತ್ಯಜಿಸಿ ಎಂದರೆ ಏಕೆ ಇಷ್ಟು ತರಾತುರಿ?. (೪): [537, 1810, 798, 1827]
crossword-cell[interactable]: [453, 1768, 493, 1812]
article-column-2: [269, 324, 463, 1524]
paragraph: ಸರ್ ಎಂ.ವಿ ಮೈಸೂರು ಸಂಸ್ಥಾನದ ದಿವಾನರಾಗಿದ್ದಾಗ ಮಾಡಿದ ಸಾಧನೆಗಳು ಅಪಾರ. ಸಾಮಾನ್ಯರಂತೆ ದುಡಿದು ಅಸಾಮಾನ್ಯ ಎನಿಸಿಕೊಂಡ ಅವರು ನಿಂದನೆ–ವಂದನೆಗಳಿಗೆ ಗಮನ ನೀಡದೆ ೧೦೦ ವರ್ಷ ಸಾರ್ಥಕ ಬದುಕು ಬಾಳಿದರು.: [81, 839, 262, 952]
paragraph: ೧೮೬೧ರಲ್ಲಿ ಬಡ ಕುಟುಂಬದಲ್ಲಿ ಜನಿಸಿದ ಸರ್ ಎಂ.ವಿ ಕಷ್ಟಗಳ ಬೆಂಕಿಯಲ್ಲಿ ಬೆಂದು ಅರಳಿದ ಹೂವು. ದುಡ್ಡಿಲ್ಲದೆ ದೀಪದ ಬೆಳಕಿಗೂ ಪರದಾಡಿದ ಬಾಲಕ ಛಲ ಬಿಡದೆ ಓದಿ ದೇಶ ಕಂಡ ಶ್ರೇಷ್ಠ ಇಂಜಿನಿಯರ್ ಆದರು.: [471, 596, 637, 728]
crossword-cell[interactable]: [170, 1899, 210, 1942]
crossword-box: [75, 1529, 508, 2421]
clue-item: ೯. ವರ್ಷಧಾರೆ ಸುರಿಯುವ ಕಾಲ. (೪): [537, 1922, 706, 1938]
crossword-cell[interactable]: [412, 1768, 453, 1812]
clue-item: ೧೩. ನಿಮ್ಮದೇ ಪಾದದ ಹಿಂಭಾಗ. (೩): [537, 1970, 705, 1987]
crossword-cell[interactable]: [89, 1681, 130, 1725]
address-field-row: [101, 2039, 481, 2058]
milestone-item: ◆ ೧೮೮೪ರಲ್ಲಿ ಬಾಂಬೆಯಲ್ಲಿ ಸರ್ವೀಸ್ ಇಂಜಿನಿಯರ್ ಆಗಿ ನೇಮಕ. ನಾಸಿಕ್ ಮತ್ತು ಪುಣೆಯಲ್ಲಿ ಕಾರ್ಯ ನಿರ್ವಹಣೆ.: [1007, 704, 1319, 741]
crossword-cell[interactable]: [130, 1812, 170, 1855]
milestone-item: ◆ ೧೯೬೨ ಏಪ್ರಿಲ್ ೧೪ – ನೂರೊಂದು ವರ್ಷಗಳ ಸಾರ್ಥಕ ಬದುಕು ಮುಗಿಸಿ ನಿಧನ.: [1007, 1141, 1319, 1178]
crossword-cell[interactable]: [130, 1638, 170, 1681]
crossword-cell[interactable]: [170, 1768, 210, 1812]
newspaper-title: ಕೋಲಾರಪತ್ರಿಕೆ: [338, 38, 626, 109]
clue-item: ೩. ಪ್ರತಿಯೊಬ್ಬರೂ ತಮ್ಮದಾಗಿಸಿಕೊಳ್ಳಲು ಬಯಸುವ ನಿವಾಸ. (೨): [518, 1766, 817, 1803]
crossword-cell[interactable]: [372, 1855, 412, 1899]
main-headline: ಸೂರ್ಯ-ಚಂದ್ರ ಇರುವ ತನಕ ಸರ್ ಎಂ.ವಿಶ್ವೇಶ್ವರಯ್ಯ 'ಅಮರ': [75, 278, 997, 324]
book-icon: [301, 121, 392, 186]
crossword-cell[interactable]: [89, 1812, 130, 1855]
football-icon: [664, 121, 754, 186]
subheading: ಮೂರ್ತಿ ಚಿಕ್ಕದು, ಕೀರ್ತಿ ದೊಡ್ಡದು:: [88, 715, 255, 732]
milestone-item: ◆ ೧೯೦೯ – ಮೈಸೂರು ಸಂಸ್ಥಾನದ ಮುಖ್ಯ ಇಂಜಿನಿಯರ್ ಆಗಿ ನೇಮಕ.: [1007, 1000, 1319, 1037]
crossword-cell[interactable]: [130, 1942, 170, 1986]
milestones-list: [1007, 548, 1319, 1179]
clue-item: ೧೪. ನಡುವೆ 'ಜೀ' ಎನ್ನುತ್ತ ಆಗಮಿಸಿದ ಯವನ ಅಮಾತ್ಯ. (೩): [537, 1994, 810, 2011]
milestones-heading: ಜೀವನದ ಪ್ರಮುಖ ಘಟ್ಟಗಳು:: [1059, 281, 1266, 307]
paragraph: ಭಾಷಣ, ಪ್ರಬಂಧ ಸ್ಪರ್ಧೆ, ಚರ್ಚಾ ಸ್ಪರ್ಧೆಗಳ ಮೂಲಕ ವಿದ್ಯಾರ್ಥಿಗಳು ಸರ್ ಎಂ.ವಿ ಅವರನ್ನು ಸ್ಮರಿಸುತ್ತಾರೆ. ಅವರ ಕನಸಿನ ಯೋಜನೆಗಳ ಸ್ಮೃತಿ–ಗೌರವಗಳ ಅರಿವು ಹೊಸ ಪೀಳಿಗೆಗೆ ಆಗಬೇಕಿದೆ.: [276, 745, 456, 838]
crossword-cell[interactable]: [291, 1638, 331, 1681]
mv-turban-photo: [1075, 314, 1250, 540]
